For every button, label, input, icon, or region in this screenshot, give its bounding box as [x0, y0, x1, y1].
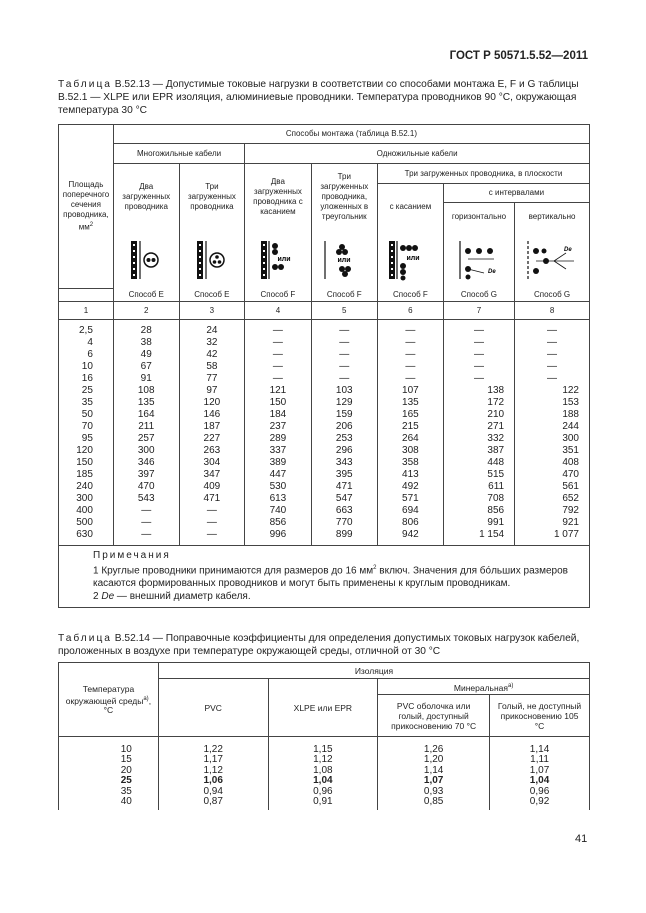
current-cell: 389 — [245, 457, 311, 469]
current-cell: 159 — [311, 409, 377, 421]
current-cell: 343 — [311, 457, 377, 469]
factor-cell: 1,07 — [378, 776, 490, 787]
current-cell: 471 — [311, 481, 377, 493]
header-methods: Способы монтажа (таблица B.52.1) — [113, 125, 589, 144]
temperature-cell: 35 — [59, 787, 159, 798]
current-cell: 300 — [515, 433, 590, 445]
current-cell: 543 — [113, 493, 179, 505]
cross-section-cell: 185 — [59, 469, 114, 481]
current-cell: 97 — [179, 385, 245, 397]
table1-notes — [59, 546, 590, 608]
current-cell: — — [515, 320, 590, 338]
current-cell: 395 — [311, 469, 377, 481]
current-cell: 206 — [311, 421, 377, 433]
factor-cell: 0,96 — [490, 787, 590, 798]
col-number: 6 — [377, 302, 443, 320]
current-cell: — — [377, 320, 443, 338]
factor-cell: 0,93 — [378, 787, 490, 798]
current-cell: — — [443, 373, 514, 385]
header-temperature — [59, 663, 159, 737]
current-cell: 77 — [179, 373, 245, 385]
table2-body — [59, 745, 590, 810]
table-row — [59, 481, 590, 493]
icon-cell-f3 — [311, 231, 377, 289]
temperature-cell: 40 — [59, 797, 159, 810]
current-cell: 49 — [113, 349, 179, 361]
note-1-rest: включ. Значения для бóльших размеров касаются формированных проводников и могут быть применены к круглым проводникам. — [93, 565, 568, 590]
cross-section-cell: 50 — [59, 409, 114, 421]
table2 — [58, 662, 590, 810]
current-cell: — — [113, 529, 179, 546]
current-cell: 792 — [515, 505, 590, 517]
current-cell: — — [515, 373, 590, 385]
icon-or-label-3: или — [406, 254, 420, 262]
current-cell: 215 — [377, 421, 443, 433]
header-three-loaded: Три загруженных проводника — [179, 164, 245, 231]
notes-title: Примечания — [93, 550, 171, 561]
header-three-flat: Три загруженных проводника, в плоскости — [377, 164, 589, 184]
header-vertical: вертикально — [515, 203, 590, 231]
current-cell: — — [443, 361, 514, 373]
current-cell: 103 — [311, 385, 377, 397]
factor-cell: 1,22 — [158, 745, 268, 756]
current-cell: 694 — [377, 505, 443, 517]
header-pvc: PVC — [158, 679, 268, 737]
factor-cell: 1,04 — [268, 776, 378, 787]
current-cell: 150 — [245, 397, 311, 409]
method-label: Способ E — [113, 289, 179, 302]
current-cell: — — [179, 517, 245, 529]
current-cell: — — [443, 337, 514, 349]
table2-caption-prefix: Таблица — [58, 633, 112, 644]
table-row — [59, 337, 590, 349]
current-cell: — — [245, 349, 311, 361]
current-cell: 67 — [113, 361, 179, 373]
header-pvc-sheath: PVC оболочка или голый, доступный прикосновению 70 °C — [378, 695, 490, 737]
current-cell: 146 — [179, 409, 245, 421]
current-cell: 165 — [377, 409, 443, 421]
current-cell: 28 — [113, 320, 179, 338]
icon-de-label-2: De — [564, 246, 572, 253]
table-row — [59, 397, 590, 409]
method-label: Способ E — [179, 289, 245, 302]
col-number: 8 — [515, 302, 590, 320]
current-cell: 296 — [311, 445, 377, 457]
current-cell: — — [311, 349, 377, 361]
factor-cell: 1,20 — [378, 755, 490, 766]
factor-cell: 1,12 — [158, 766, 268, 777]
current-cell: 708 — [443, 493, 514, 505]
temperature-cell: 20 — [59, 766, 159, 777]
header-spaced: с интервалами — [443, 184, 589, 203]
table1-body — [59, 320, 590, 546]
cross-section-cell: 400 — [59, 505, 114, 517]
current-cell: 121 — [245, 385, 311, 397]
cross-section-cell: 6 — [59, 349, 114, 361]
header-two-loaded: Два загруженных проводника — [113, 164, 179, 231]
current-cell: 337 — [245, 445, 311, 457]
current-cell: — — [443, 349, 514, 361]
current-cell: 740 — [245, 505, 311, 517]
current-cell: 135 — [113, 397, 179, 409]
temperature-cell: 25 — [59, 776, 159, 787]
current-cell: — — [311, 361, 377, 373]
factor-cell: 1,14 — [490, 745, 590, 756]
current-cell: 188 — [515, 409, 590, 421]
notes-cell — [59, 546, 590, 608]
current-cell: — — [377, 349, 443, 361]
current-cell: 413 — [377, 469, 443, 481]
icon-cell-f-flat — [377, 231, 443, 289]
current-cell: — — [113, 505, 179, 517]
factor-cell: 1,06 — [158, 776, 268, 787]
cross-section-cell: 16 — [59, 373, 114, 385]
cross-section-cell: 300 — [59, 493, 114, 505]
table-row — [59, 320, 590, 338]
header-xlpe: XLPE или EPR — [268, 679, 378, 737]
col-number: 1 — [59, 302, 114, 320]
cross-section-cell: 4 — [59, 337, 114, 349]
current-cell: 244 — [515, 421, 590, 433]
current-cell: 408 — [515, 457, 590, 469]
factor-cell: 1,12 — [268, 755, 378, 766]
current-cell: 187 — [179, 421, 245, 433]
method-label-spacer — [59, 289, 114, 302]
table1-caption — [58, 78, 590, 117]
current-cell: — — [245, 320, 311, 338]
icon-cell-g-vertical — [515, 231, 590, 289]
header-horizontal: горизонтально — [443, 203, 514, 231]
current-cell: 129 — [311, 397, 377, 409]
factor-cell: 1,11 — [490, 755, 590, 766]
current-cell: 613 — [245, 493, 311, 505]
current-cell: 991 — [443, 517, 514, 529]
cross-section-cell: 630 — [59, 529, 114, 546]
current-cell: 471 — [179, 493, 245, 505]
col-number: 7 — [443, 302, 514, 320]
table-row — [59, 349, 590, 361]
current-cell: — — [515, 361, 590, 373]
table-row — [59, 505, 590, 517]
table-row — [59, 409, 590, 421]
cross-section-cell: 95 — [59, 433, 114, 445]
current-cell: 122 — [515, 385, 590, 397]
methods-row — [59, 289, 590, 302]
current-cell: 351 — [515, 445, 590, 457]
current-cell: 996 — [245, 529, 311, 546]
current-cell: 652 — [515, 493, 590, 505]
current-cell: 42 — [179, 349, 245, 361]
current-cell: 304 — [179, 457, 245, 469]
factor-cell: 0,91 — [268, 797, 378, 810]
method-label: Способ G — [515, 289, 590, 302]
current-cell: — — [311, 337, 377, 349]
header-three-trefoil: Три загруженных проводника, уложенных в треугольник — [311, 164, 377, 231]
current-cell: 346 — [113, 457, 179, 469]
method-f-two-touching-icon — [256, 239, 300, 281]
current-cell: 515 — [443, 469, 514, 481]
current-cell: 899 — [311, 529, 377, 546]
current-cell: 308 — [377, 445, 443, 457]
table-row — [59, 433, 590, 445]
current-cell: 332 — [443, 433, 514, 445]
cross-section-cell: 10 — [59, 361, 114, 373]
method-e-two-core-icon — [126, 239, 166, 281]
factor-cell: 0,96 — [268, 787, 378, 798]
header-bare: Голый, не доступный прикосновению 105 °C — [490, 695, 590, 737]
header-temperature-sup: a) — [143, 695, 149, 702]
current-cell: 470 — [515, 469, 590, 481]
factor-cell: 1,15 — [268, 745, 378, 756]
current-cell: 227 — [179, 433, 245, 445]
cross-section-cell: 150 — [59, 457, 114, 469]
current-cell: — — [377, 373, 443, 385]
current-cell: 135 — [377, 397, 443, 409]
current-cell: — — [245, 361, 311, 373]
current-cell: — — [311, 373, 377, 385]
method-e-three-core-icon — [192, 239, 232, 281]
cross-section-cell: 120 — [59, 445, 114, 457]
current-cell: — — [245, 373, 311, 385]
col-number: 4 — [245, 302, 311, 320]
current-cell: 38 — [113, 337, 179, 349]
note-1-sup: 2 — [373, 565, 377, 571]
factor-cell: 0,92 — [490, 797, 590, 810]
current-cell: 397 — [113, 469, 179, 481]
note-2-var: De — [101, 591, 115, 603]
current-cell: 387 — [443, 445, 514, 457]
factor-cell: 1,04 — [490, 776, 590, 787]
header-mineral — [378, 679, 590, 695]
note-2-pre: 2 — [93, 591, 102, 603]
method-label: Способ F — [311, 289, 377, 302]
icon-or-label: или — [277, 255, 291, 263]
header-touching: с касанием — [377, 184, 443, 231]
current-cell: 921 — [515, 517, 590, 529]
current-cell: 91 — [113, 373, 179, 385]
current-cell: 470 — [113, 481, 179, 493]
header-insulation: Изоляция — [158, 663, 589, 679]
current-cell: 347 — [179, 469, 245, 481]
header-area — [59, 125, 114, 289]
method-f-flat-touching-icon — [386, 239, 434, 281]
cross-section-cell: 25 — [59, 385, 114, 397]
current-cell: 263 — [179, 445, 245, 457]
table1-caption-text: B.52.13 — Допустимые токовые нагрузки в соответствии со способами монтажа E, F и G таблицы B.52.1 — XLPE или EPR изоляция, алюминиевые проводники. Температура проводников 90 °C, окружающая температура 30 °C — [58, 79, 579, 116]
current-cell: 120 — [179, 397, 245, 409]
current-cell: 547 — [311, 493, 377, 505]
current-cell: 32 — [179, 337, 245, 349]
current-cell: 571 — [377, 493, 443, 505]
current-cell: 663 — [311, 505, 377, 517]
current-cell: — — [443, 320, 514, 338]
current-cell: — — [377, 361, 443, 373]
icon-or-label-2: или — [337, 256, 351, 264]
header-area-text: Площадь поперечного сечения проводника, мм — [62, 180, 110, 232]
current-cell: 856 — [245, 517, 311, 529]
current-cell: — — [377, 337, 443, 349]
table-row — [59, 421, 590, 433]
table-row — [59, 493, 590, 505]
spacer-cell — [59, 737, 159, 745]
current-cell: 289 — [245, 433, 311, 445]
table-row — [59, 385, 590, 397]
current-cell: 448 — [443, 457, 514, 469]
table-row — [59, 445, 590, 457]
current-cell: 257 — [113, 433, 179, 445]
cross-section-cell: 240 — [59, 481, 114, 493]
current-cell: 561 — [515, 481, 590, 493]
col-number: 2 — [113, 302, 179, 320]
document-header: ГОСТ Р 50571.5.52—2011 — [449, 50, 588, 62]
page-number: 41 — [575, 833, 588, 845]
table-row — [59, 755, 590, 766]
current-cell: 806 — [377, 517, 443, 529]
current-cell: — — [179, 505, 245, 517]
table-row — [59, 457, 590, 469]
current-cell: 184 — [245, 409, 311, 421]
current-cell: 530 — [245, 481, 311, 493]
column-number-row — [59, 302, 590, 320]
factor-cell: 1,07 — [490, 766, 590, 777]
header-mineral-sup: a) — [507, 682, 514, 689]
note-1 — [65, 562, 583, 590]
method-label: Способ F — [377, 289, 443, 302]
current-cell: 1 154 — [443, 529, 514, 546]
current-cell: 1 077 — [515, 529, 590, 546]
col-number: 3 — [179, 302, 245, 320]
current-cell: 447 — [245, 469, 311, 481]
temperature-cell: 10 — [59, 745, 159, 756]
current-cell: 856 — [443, 505, 514, 517]
current-cell: 611 — [443, 481, 514, 493]
temperature-cell: 15 — [59, 755, 159, 766]
table-row — [59, 797, 590, 810]
table1-caption-prefix: Таблица — [58, 79, 112, 90]
current-cell: 358 — [377, 457, 443, 469]
current-cell: 271 — [443, 421, 514, 433]
table-row — [59, 776, 590, 787]
icon-cell-e2 — [113, 231, 179, 289]
header-mineral-text: Минеральная — [453, 682, 508, 693]
cross-section-cell: 500 — [59, 517, 114, 529]
note-1-text: 1 Круглые проводники принимаются для размеров до 16 мм — [93, 565, 374, 577]
current-cell: 210 — [443, 409, 514, 421]
current-cell: — — [311, 320, 377, 338]
current-cell: 264 — [377, 433, 443, 445]
current-cell: 942 — [377, 529, 443, 546]
factor-cell: 0,85 — [378, 797, 490, 810]
current-cell: — — [113, 517, 179, 529]
icon-cell-g-horizontal — [443, 231, 514, 289]
current-cell: — — [515, 349, 590, 361]
method-label: Способ G — [443, 289, 514, 302]
header-area-sup: 2 — [89, 222, 94, 229]
current-cell: — — [179, 529, 245, 546]
factor-cell: 1,08 — [268, 766, 378, 777]
header-multicore: Многожильные кабели — [113, 144, 244, 164]
method-f-trefoil-icon — [322, 239, 366, 281]
header-two-touching: Два загруженных проводника с касанием — [245, 164, 311, 231]
current-cell: 153 — [515, 397, 590, 409]
table2-caption — [58, 632, 590, 658]
note-2-rest: — внешний диаметр кабеля. — [114, 591, 251, 603]
current-cell: 108 — [113, 385, 179, 397]
cross-section-cell: 35 — [59, 397, 114, 409]
factor-cell: 1,14 — [378, 766, 490, 777]
current-cell: 300 — [113, 445, 179, 457]
method-g-vertical-icon — [524, 239, 580, 281]
col-number: 5 — [311, 302, 377, 320]
factor-cell: 0,94 — [158, 787, 268, 798]
current-cell: 253 — [311, 433, 377, 445]
icon-cell-f2 — [245, 231, 311, 289]
header-singlecore: Одножильные кабели — [245, 144, 590, 164]
current-cell: — — [515, 337, 590, 349]
method-g-horizontal-icon — [454, 239, 504, 281]
factor-cell: 0,87 — [158, 797, 268, 810]
method-label: Способ F — [245, 289, 311, 302]
current-cell: 770 — [311, 517, 377, 529]
current-cell: 492 — [377, 481, 443, 493]
current-cell: 24 — [179, 320, 245, 338]
current-cell: 138 — [443, 385, 514, 397]
table-row — [59, 517, 590, 529]
cross-section-cell: 2,5 — [59, 320, 114, 338]
table1 — [58, 124, 590, 608]
table2-caption-text: B.52.14 — Поправочные коэффициенты для определения допустимых токовых нагрузок кабелей, проложенных в воздухе при температуре окружающей среды, отличной от 30 °C — [58, 633, 580, 657]
table-row — [59, 529, 590, 546]
table-row — [59, 469, 590, 481]
current-cell: 172 — [443, 397, 514, 409]
note-2 — [65, 590, 583, 603]
current-cell: — — [245, 337, 311, 349]
factor-cell: 1,17 — [158, 755, 268, 766]
header-temperature-unit: , °C — [103, 695, 152, 716]
current-cell: 164 — [113, 409, 179, 421]
header-temperature-text: Температура окружающей среды — [65, 683, 144, 706]
current-cell: 409 — [179, 481, 245, 493]
current-cell: 58 — [179, 361, 245, 373]
current-cell: 237 — [245, 421, 311, 433]
cross-section-cell: 70 — [59, 421, 114, 433]
icon-cell-e3 — [179, 231, 245, 289]
current-cell: 211 — [113, 421, 179, 433]
factor-cell: 1,26 — [378, 745, 490, 756]
icon-de-label: De — [487, 268, 496, 275]
current-cell: 107 — [377, 385, 443, 397]
table-row — [59, 373, 590, 385]
table-row — [59, 361, 590, 373]
